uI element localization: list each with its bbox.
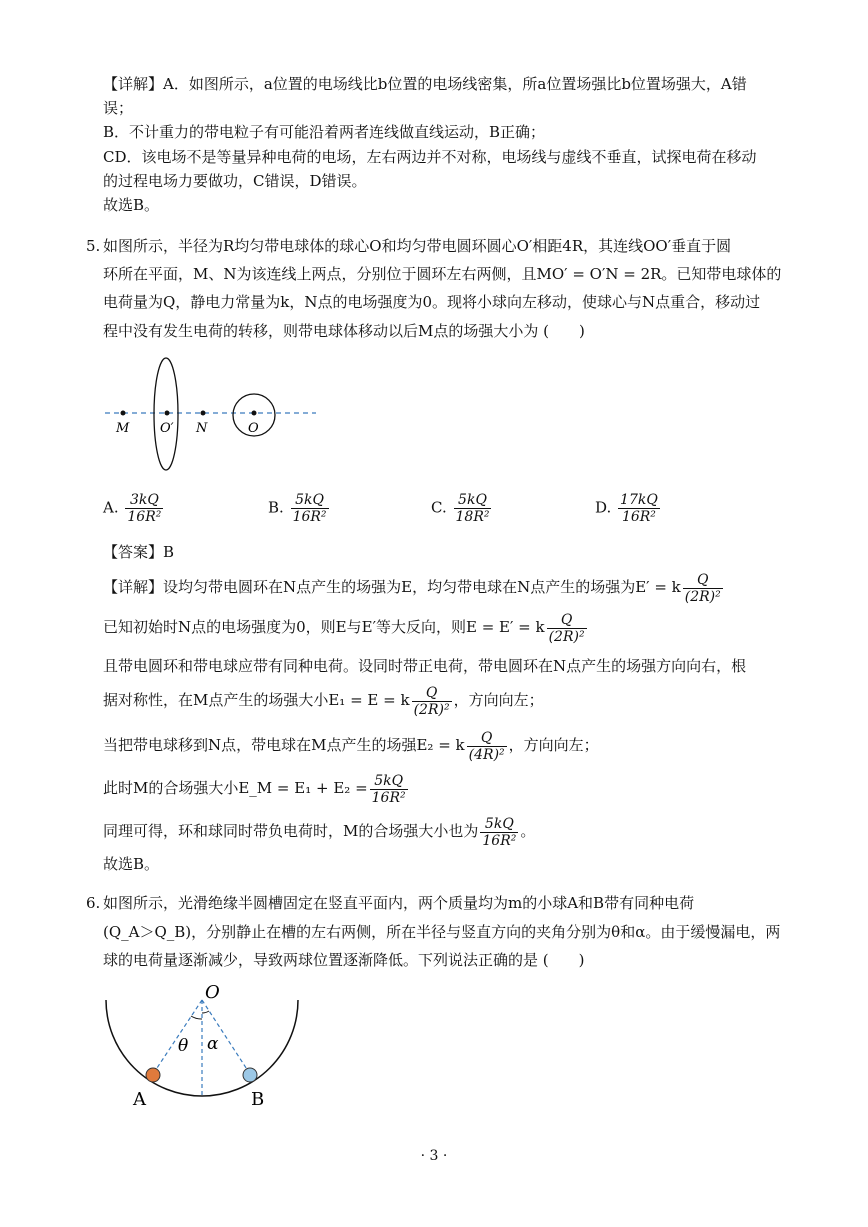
q5-option-b-label: B.	[268, 498, 284, 517]
q5-label-o2: O	[248, 421, 259, 436]
q5-option-d-num: 17kQ	[620, 492, 658, 508]
q5-option-c-num: 5kQ	[458, 492, 487, 508]
q5-option-d[interactable]	[595, 492, 662, 525]
q6-line-1: 如图所示，光滑绝缘半圆槽固定在竖直平面内，两个质量均为m的小球A和B带有同种电荷	[103, 894, 695, 912]
q5-option-c[interactable]	[431, 492, 493, 525]
prev-line-1: 【详解】A．如图所示，a位置的电场线比b位置的电场线密集，所a位置场强比b位置场强大，A错	[103, 75, 747, 93]
q5-option-b-den: 16R²	[292, 509, 327, 525]
q5-line-4: 程中没有发生电荷的转移，则带电球体移动以后M点的场强大小为 ( )	[103, 322, 585, 340]
q6-label-o: O	[205, 982, 220, 1003]
q6-figure	[98, 978, 318, 1118]
q5-option-d-den: 16R²	[618, 508, 660, 525]
q5-figure	[100, 350, 330, 480]
q6-label-b: B	[251, 1089, 265, 1110]
q5-option-d-label: D.	[595, 498, 612, 517]
q5-line-3: 电荷量为Q，静电力常量为k，N点的电场强度为0。现将小球向左移动，使球心与N点重合，移动过	[103, 293, 761, 311]
q6-ball-a	[146, 1068, 160, 1082]
q6-angle-theta-arc	[191, 1016, 202, 1019]
q5-option-a-label: A.	[103, 498, 119, 517]
q6-label-a: A	[133, 1089, 146, 1110]
q5-detail-8: 故选B。	[103, 855, 160, 873]
q5-point-o2	[252, 411, 257, 416]
q5-option-b-num: 5kQ	[295, 492, 324, 508]
q6-label-theta: θ	[178, 1036, 189, 1056]
q5-option-a-den: 16R²	[127, 509, 162, 525]
q5-option-a[interactable]	[103, 492, 165, 525]
q5-point-m	[121, 411, 126, 416]
q5-detail-7: 同理可得，环和球同时带负电荷时，M的合场强大小也为 $\frac{5kQ}{\text{16R²}}$ 。	[103, 815, 536, 849]
q6-label-alpha: α	[207, 1034, 219, 1054]
prev-line-6: 故选B。	[103, 196, 160, 214]
q6-angle-alpha-arc	[202, 1011, 209, 1013]
prev-line-2: 误；	[103, 99, 134, 117]
q5-detail-4: 据对称性，在M点产生的场强大小E₁ = E = k $\frac{Q}{\text{(2R)²}}$ ，方向向左；	[103, 684, 544, 718]
page-number: · 3 ·	[420, 1148, 448, 1164]
q5-detail-1: 【详解】设均匀带电圆环在N点产生的场强为E，均匀带电球在N点产生的场强为E′ = k $\frac{Q}{\text{(2R)²}}$	[103, 571, 721, 605]
q5-option-a-num: 3kQ	[129, 492, 159, 508]
q5-line-1: 如图所示，半径为R均匀带电球体的球心O和均匀带电圆环圆心O′相距4R，其连线OO′垂直于圆	[103, 237, 732, 255]
q5-line-2: 环所在平面，M、N为该连线上两点，分别位于圆环左右两侧，且MO′ = O′N = 2R。已知带电球体的	[103, 265, 782, 283]
prev-line-4: CD．该电场不是等量异种电荷的电场，左右两边并不对称，电场线与虚线不垂直，试探电荷在移动	[103, 148, 757, 166]
q5-answer: 【答案】B	[103, 543, 175, 561]
q5-label-m: M	[116, 421, 130, 436]
prev-line-5: 的过程电场力要做功，C错误，D错误。	[103, 172, 367, 190]
q5-detail-6: 此时M的合场强大小E_M = E₁ + E₂ = $\frac{5kQ}{\text{16R²}}$	[103, 772, 406, 806]
q5-label-o1: O′	[160, 421, 174, 436]
q5-detail-2: 已知初始时N点的电场强度为0，则E与E′等大反向，则E = E′ = k $\frac{Q}{\text{(2R)²}}$	[103, 611, 585, 645]
q5-label-n: N	[196, 421, 208, 436]
q5-point-o1	[165, 411, 170, 416]
q5-detail-3: 且带电圆环和带电球应带有同种电荷。设同时带正电荷，带电圆环在N点产生的场强方向向右，根	[103, 657, 747, 675]
q6-number: 6.	[86, 894, 101, 912]
q6-ball-b	[243, 1068, 257, 1082]
q6-line-2: (Q_A＞Q_B)，分别静止在槽的左右两侧，所在半径与竖直方向的夹角分别为θ和α。由于缓慢漏电，两	[103, 923, 781, 941]
q6-line-3: 球的电荷量逐渐减少，导致两球位置逐渐降低。下列说法正确的是 ( )	[103, 951, 585, 969]
q5-option-c-label: C.	[431, 498, 447, 517]
q5-detail-5: 当把带电球移到N点，带电球在M点产生的场强E₂ = k $\frac{Q}{\text{(4R)²}}$ ，方向向左；	[103, 729, 599, 763]
q5-option-b[interactable]	[268, 492, 331, 525]
q5-number: 5.	[86, 237, 101, 255]
q5-option-c-den: 18R²	[455, 509, 490, 525]
prev-line-3: B．不计重力的带电粒子有可能沿着两者连线做直线运动，B正确；	[103, 123, 546, 141]
q5-point-n	[201, 411, 206, 416]
